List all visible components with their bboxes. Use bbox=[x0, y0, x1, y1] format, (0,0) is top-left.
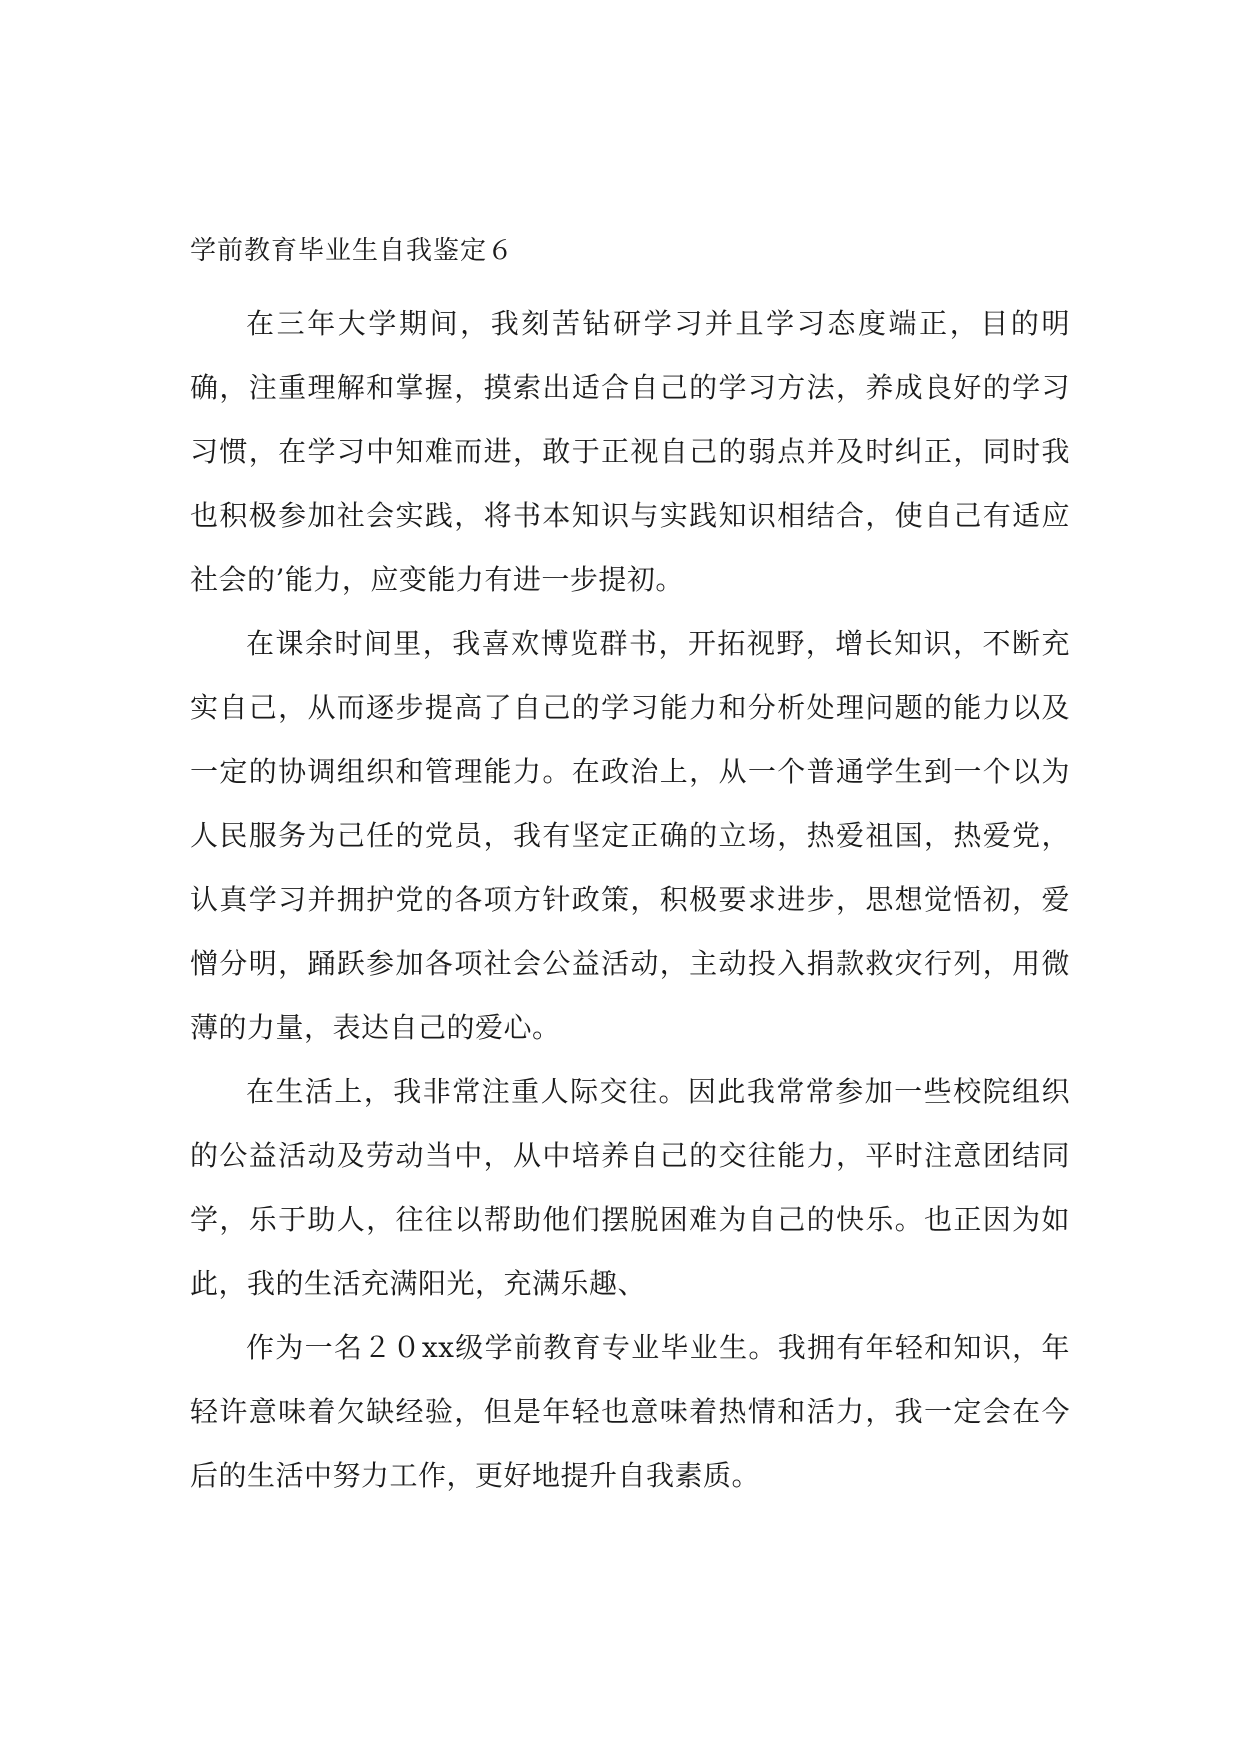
paragraph-politics: 在课余时间里，我喜欢博览群书，开拓视野，增长知识，不断充实自己，从而逐步提高了自己的学习能力和分析处理问题的能力以及一定的协调组织和管理能力。在政治上，从一个普通学生到一个以为人民服务为己任的党员，我有坚定正确的立场，热爱祖国，热爱党，认真学习并拥护党的各项方针政策，积极要求进步，思想觉悟初，爱憎分明，踊跃参加各项社会公益活动，主动投入捐款救灾行列，用微薄的力量，表达自己的爱心。 bbox=[190, 627, 1070, 1044]
document-title: 学前教育毕业生自我鉴定６ bbox=[190, 236, 515, 266]
paragraph-conclusion: 作为一名２０xx级学前教育专业毕业生。我拥有年轻和知识，年轻许意味着欠缺经验，但是年轻也意味着热情和活力，我一定会在今后的生活中努力工作，更好地提升自我素质。 bbox=[190, 1331, 1070, 1492]
paragraph-life: 在生活上，我非常注重人际交往。因此我常常参加一些校院组织的公益活动及劳动当中，从中培养自己的交往能力，平时注意团结同学，乐于助人，往往以帮助他们摆脱困难为自己的快乐。也正因为如此，我的生活充满阳光，充满乐趣、 bbox=[190, 1075, 1070, 1300]
paragraph-study: 在三年大学期间，我刻苦钻研学习并且学习态度端正，目的明确，注重理解和掌握，摸索出适合自己的学习方法，养成良好的学习习惯，在学习中知难而进，敢于正视自己的弱点并及时纠正，同时我也积极参加社会实践，将书本知识与实践知识相结合，使自己有适应社会的’能力，应变能力有进一步提初。 bbox=[190, 307, 1070, 596]
document-body bbox=[190, 228, 1070, 1508]
